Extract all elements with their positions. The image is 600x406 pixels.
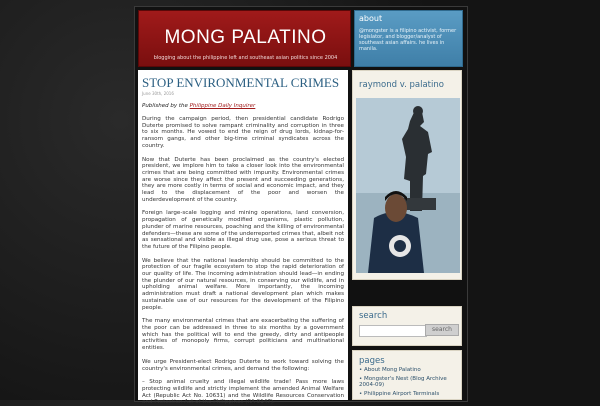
about-heading: about <box>359 14 383 23</box>
post-paragraph: We urge President-elect Rodrigo Duterte to work toward solving the country's environmental crimes, and demand the following: <box>142 358 344 372</box>
post-paragraph: The many environmental crimes that are exacerbating the suffering of the poor can be addressed in three to six months by a government which has the political will to end the greedy, dirty and antipeople activities of monopoly firms, corrupt politicians and multinational entities. <box>142 318 344 352</box>
pages-list <box>359 367 459 399</box>
post-paragraph: – Stop animal cruelty and illegal wildlife trade! Pass more laws protecting wildlife and strictly implement the amended Animal Welfare Act (Republic Act No. 10631) and the Wildlife Resources Conservation and Protection Act of the Philippines (RA 9147). <box>142 379 344 406</box>
search-button[interactable]: search <box>425 324 459 336</box>
post-paragraph: Foreign large-scale logging and mining operations, land conversion, propagation of genetically modified organisms, plastic pollution, plunder of marine resources, poaching and the killing of environmental defenders—these are some of the underreported crimes that, albeit not as sensational and visible as illegal drug use, pose a serious threat to the future of the Filipino people. <box>142 210 344 250</box>
page-link[interactable]: • Philippine Airport Terminals <box>359 391 459 398</box>
search-input[interactable] <box>359 325 427 337</box>
page-link[interactable]: • Mongster's Nest (Blog Archive 2004-09) <box>359 376 459 389</box>
profile-name: raymond v. palatino <box>359 80 444 90</box>
post-paragraph: Now that Duterte has been proclaimed as the country's elected president, we implore him to take a closer look into the environmental crimes that are being committed with impunity. Environmental crimes are worse since they affect the present and succeeding generations, they are more costly in terms of social and economic impact, and they lead to the displacement of the poor and worsen the underdevelopment of the country. <box>142 156 344 203</box>
site-tagline: blogging about the philippine left and southeast asian politics since 2004 <box>153 55 338 61</box>
main-content <box>138 70 348 406</box>
post-paragraph: We believe that the national leadership should be committed to the protection of our fragile ecosystem to stop the rapid deterioration of our quality of life. The incoming administration should lead—in ending the plunder of our natural resources, in conserving our wildlife, and in upholding animal welfare. More importantly, the incoming administration must draft a national development plan which makes sustainable use of our resources for the development of the Filipino people. <box>142 257 344 311</box>
inquirer-link[interactable]: Philippine Daily Inquirer <box>189 103 256 109</box>
pages-heading: pages <box>359 356 385 366</box>
search-heading: search <box>359 311 388 321</box>
page-link[interactable]: • About Mong Palatino <box>359 367 459 374</box>
sidebar <box>352 70 462 400</box>
pages-box <box>352 350 462 400</box>
about-text: @mongster is a filipino activist, former legislator, and blogger/analyst of southeast asian affairs. he lives in manila. <box>359 28 457 52</box>
profile-photo-illustration <box>356 98 460 273</box>
about-box <box>354 10 463 67</box>
published-by <box>142 103 344 109</box>
site-title[interactable]: MONG PALATINO <box>164 27 327 48</box>
post-title[interactable]: STOP ENVIRONMENTAL CRIMES <box>142 75 340 90</box>
profile-box <box>352 70 462 280</box>
site-header <box>138 10 351 67</box>
published-prefix: Published by the <box>142 103 188 109</box>
search-box <box>352 306 462 346</box>
profile-photo <box>356 98 460 273</box>
post-date: June 30th, 2016 <box>142 91 174 96</box>
post-paragraph: During the campaign period, then presidential candidate Rodrigo Duterte promised to solve rampant criminality and corruption in three to six months. He vowed to end the reign of drug lords, kidnap-for-ransom gangs, and other big-time criminal syndicates across the country. <box>142 116 344 149</box>
